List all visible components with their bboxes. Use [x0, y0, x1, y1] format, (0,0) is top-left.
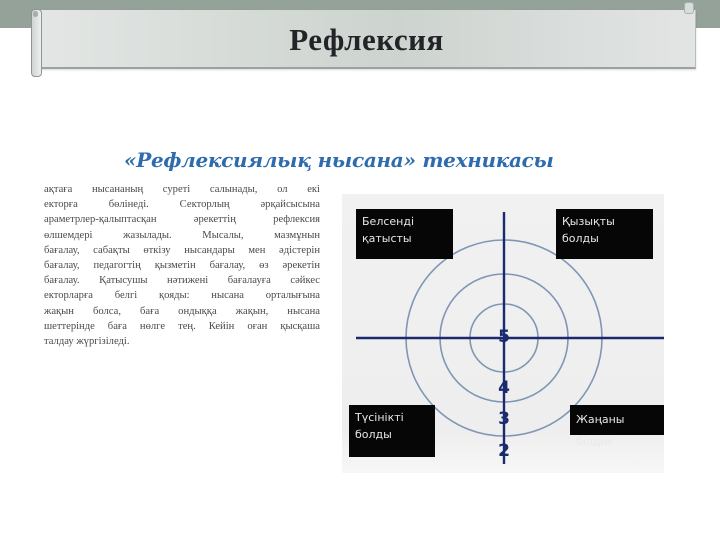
scroll-curl-left-decoration [31, 9, 42, 77]
technique-description [44, 182, 320, 412]
description-line: араметрлер-қалыптасқан әрекеттің рефлексия [44, 214, 320, 226]
reflection-target-diagram [342, 194, 664, 473]
description-line: ақтаға нысананың суреті салынады, ол екі [44, 184, 320, 195]
label-line: Белсенді [362, 215, 415, 228]
description-line: бағалау, сабақты өткізу нысандары мен әдістерін [44, 244, 320, 256]
scale-number: 5 [498, 327, 510, 347]
description-line: екторға бөлінеді. Секторлың әрқайсысына [44, 199, 320, 211]
scale-number: 4 [498, 378, 510, 398]
label-line: Түсінікті [355, 411, 404, 424]
label-line: болды [562, 232, 599, 245]
technique-subtitle: «Рефлексиялық нысана» техникасы [124, 148, 554, 172]
description-line: өлшемдері жазылады. Мысалы, мазмұнын [44, 229, 320, 241]
scale-number: 3 [498, 409, 510, 429]
description-line: бағалау. Қатысушы нәтижені бағалауға сәйкес [44, 275, 320, 287]
slide-title: Рефлексия [289, 22, 444, 57]
label-line: болды [355, 428, 392, 441]
label-line: Жаңаны білдім [576, 413, 625, 448]
title-banner [38, 10, 696, 69]
label-interesting [556, 209, 653, 259]
label-active-participation [356, 209, 453, 259]
description-line: бағалау, педагогтің қызметін бағалау, өз әрекетін [44, 260, 320, 272]
description-line: шеттерінде баға нөлге тең. Кейін оған қысқаша [44, 320, 320, 332]
description-line: жақын болса, баға ондыққа жақын, нысана [44, 305, 320, 317]
label-line: Қызықты [562, 215, 615, 228]
description-line: екторларға белгі қояды: нысана орталығына [44, 290, 320, 302]
slide-content-image [44, 138, 664, 483]
label-learned-new [570, 405, 664, 448]
scale-number: 2 [498, 441, 510, 461]
scroll-curl-right-decoration [684, 2, 694, 14]
label-understood [349, 405, 435, 457]
label-line: қатысты [362, 232, 412, 245]
description-line: талдау жүргізіледі. [44, 336, 130, 348]
